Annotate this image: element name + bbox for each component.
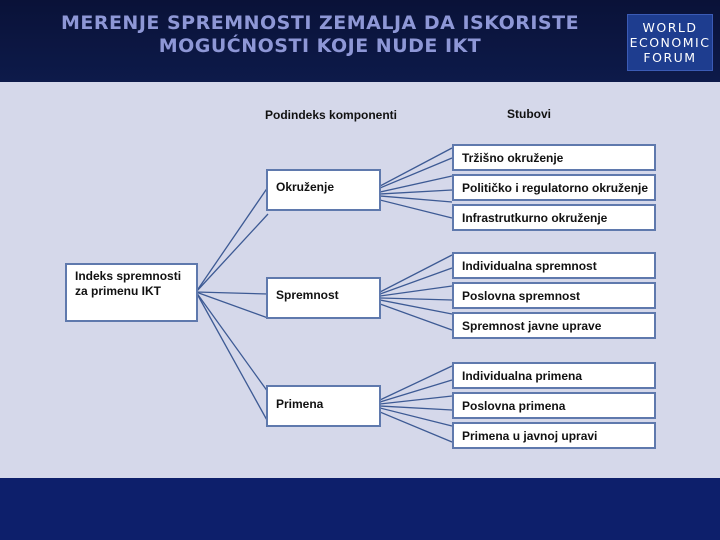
pillar-individualna-primena: Individualna primena [452, 362, 656, 389]
connector-sp-3 [380, 300, 452, 314]
logo-line3: FORUM [643, 50, 697, 65]
diagram-area [0, 82, 720, 478]
slide-title [40, 12, 600, 58]
logo-line1: WORLD [642, 20, 698, 35]
connector-sp-3b [380, 304, 452, 330]
column-header-pillars: Stubovi [507, 107, 551, 121]
connector-sp-1b [380, 268, 452, 294]
root-index-box: Indeks spremnosti za primenu IKT [65, 263, 198, 322]
slide-title-line2: MOGUĆNOSTI KOJE NUDE IKT [158, 35, 482, 57]
subindex-spremnost: Spremnost [266, 277, 381, 319]
pillar-primena-javnoj-upravi: Primena u javnoj upravi [452, 422, 656, 449]
connector-root-okruzenje [196, 187, 268, 292]
column-header-subindex: Podindeks komponenti [265, 108, 398, 122]
slide-header [0, 0, 720, 82]
pillar-individualna-spremnost: Individualna spremnost [452, 252, 656, 279]
connector-ok-3 [380, 196, 452, 202]
connector-ok-3b [380, 200, 452, 218]
pillar-infrastrukturno-okruzenje: Infrastrutkurno okruženje [452, 204, 656, 231]
wef-logo [627, 14, 713, 71]
subindex-primena: Primena [266, 385, 381, 427]
slide-title-line1: MERENJE SPREMNOSTI ZEMALJA DA ISKORISTE [60, 12, 580, 34]
pillar-trzisno-okruzenje: Tržišno okruženje [452, 144, 656, 171]
subindex-okruzenje: Okruženje [266, 169, 381, 211]
connector-sp-2 [380, 286, 452, 296]
connector-root-primena [196, 292, 268, 392]
connector-root-spremnost [196, 292, 268, 294]
connector-sp-2b [380, 298, 452, 300]
connector-pr-2b [380, 406, 452, 410]
pillar-poslovna-spremnost: Poslovna spremnost [452, 282, 656, 309]
connector-ok-2b [380, 190, 452, 194]
connector-root-spremnost-b [196, 292, 268, 318]
connector-ok-1 [380, 148, 452, 186]
pillar-poslovna-primena: Poslovna primena [452, 392, 656, 419]
connector-sp-1 [380, 255, 452, 292]
pillar-spremnost-javne-uprave: Spremnost javne uprave [452, 312, 656, 339]
pillar-politicko-regulatorno-okruzenje: Političko i regulatorno okruženje [452, 174, 656, 201]
connector-root-primena-b [196, 292, 268, 422]
logo-line2: ECONOMIC [629, 35, 711, 50]
connector-pr-2 [380, 396, 452, 404]
slide-footer-band [0, 478, 720, 540]
connector-root-okruzenje-b [196, 214, 268, 292]
